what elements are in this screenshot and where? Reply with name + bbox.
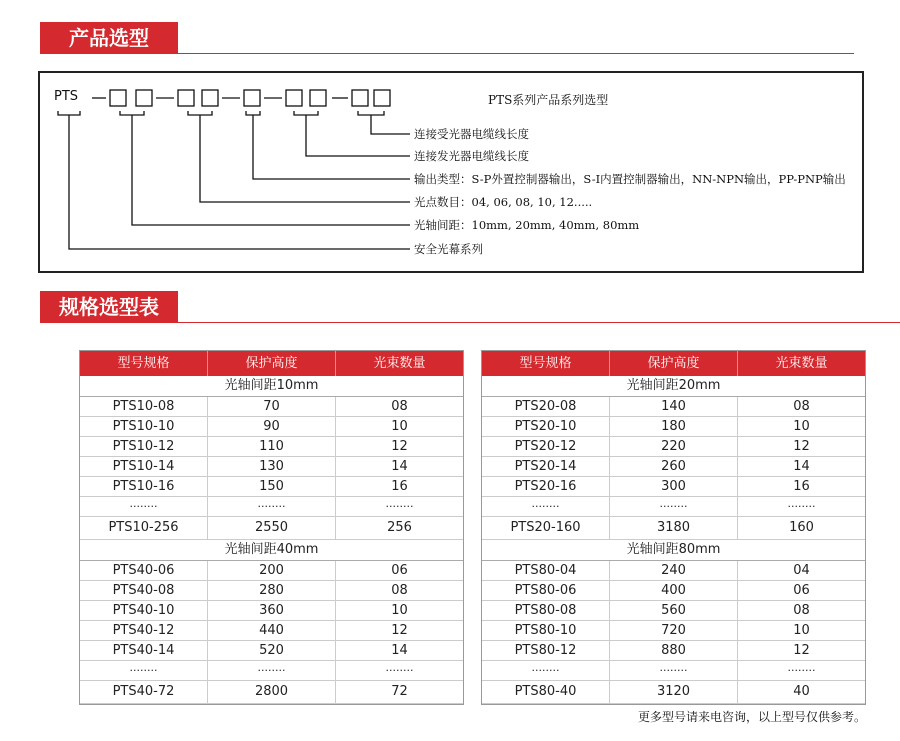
table-cell: 130: [208, 457, 336, 476]
table-cell: 2550: [208, 517, 336, 539]
table-cell: 520: [208, 641, 336, 660]
table-cell: PTS20-10: [482, 417, 610, 436]
table-cell: 3180: [610, 517, 738, 539]
table-cell: 08: [793, 399, 810, 414]
table-row: [80, 417, 463, 437]
table-row: [80, 517, 463, 540]
table-cell: 16: [391, 479, 408, 494]
table-cell: ........: [482, 661, 610, 680]
table-cell: 12: [793, 643, 810, 658]
group-title: 光轴间距10mm: [80, 376, 463, 397]
table-row: [482, 517, 865, 540]
table-cell: 06: [391, 563, 408, 578]
header-cell: 保护高度: [208, 351, 336, 376]
table-cell: PTS40-06: [80, 561, 208, 580]
group-title: 光轴间距80mm: [482, 540, 865, 561]
table-cell: 70: [208, 397, 336, 416]
table-cell: ........: [208, 661, 336, 680]
table-cell: 110: [208, 437, 336, 456]
table-cell: PTS20-16: [482, 477, 610, 496]
table-cell: PTS20-160: [482, 517, 610, 539]
table-row: [482, 561, 865, 581]
model-prefix: PTS: [54, 89, 79, 104]
table-row: [80, 561, 463, 581]
table-cell: 08: [391, 399, 408, 414]
table-cell: ........: [482, 497, 610, 516]
table-cell: PTS80-08: [482, 601, 610, 620]
table-cell: PTS10-16: [80, 477, 208, 496]
section-divider: [178, 53, 854, 54]
table-row: [482, 601, 865, 621]
table-row: [482, 661, 865, 681]
table-cell: 12: [391, 439, 408, 454]
table-cell: ........: [787, 661, 816, 674]
table-cell: 14: [391, 459, 408, 474]
header-cell: 型号规格: [482, 351, 610, 376]
table-cell: 12: [391, 623, 408, 638]
table-cell: 12: [793, 439, 810, 454]
spec-table-right: [481, 350, 866, 705]
table-cell: PTS40-72: [80, 681, 208, 703]
table-cell: 150: [208, 477, 336, 496]
footnote: 更多型号请来电咨询，以上型号仅供参考。: [637, 710, 866, 724]
model-selection-box: [38, 71, 864, 273]
table-cell: PTS20-14: [482, 457, 610, 476]
group-title: 光轴间距20mm: [482, 376, 865, 397]
table-cell: PTS80-12: [482, 641, 610, 660]
table-row: [80, 457, 463, 477]
table-cell: 08: [391, 583, 408, 598]
table-cell: ........: [80, 497, 208, 516]
table-cell: 280: [208, 581, 336, 600]
table-row: [482, 641, 865, 661]
table-row: [80, 581, 463, 601]
table-cell: 440: [208, 621, 336, 640]
table-cell: 14: [391, 643, 408, 658]
table-cell: ........: [80, 661, 208, 680]
section-title-spec-table: 规格选型表: [40, 291, 178, 323]
series-title: PTS系列产品系列选型: [488, 93, 609, 107]
table-cell: 3120: [610, 681, 738, 703]
table-row: [80, 437, 463, 457]
table-cell: PTS10-12: [80, 437, 208, 456]
table-row: [482, 497, 865, 517]
table-cell: 560: [610, 601, 738, 620]
table-row: [80, 641, 463, 661]
table-row: [482, 477, 865, 497]
table-cell: 720: [610, 621, 738, 640]
table-cell: PTS10-256: [80, 517, 208, 539]
table-row: [80, 661, 463, 681]
table-row: [482, 397, 865, 417]
header-cell: 保护高度: [610, 351, 738, 376]
table-cell: 256: [387, 520, 412, 535]
table-cell: 260: [610, 457, 738, 476]
table-cell: 200: [208, 561, 336, 580]
desc-series: 安全光幕系列: [414, 242, 483, 256]
table-cell: 10: [391, 603, 408, 618]
table-row: [482, 437, 865, 457]
table-cell: PTS40-14: [80, 641, 208, 660]
header-cell: 光束数量: [373, 356, 426, 371]
table-cell: ........: [787, 497, 816, 510]
table-row: [482, 417, 865, 437]
table-cell: 10: [391, 419, 408, 434]
table-row: [482, 581, 865, 601]
table-cell: 360: [208, 601, 336, 620]
table-cell: PTS80-04: [482, 561, 610, 580]
table-row: [482, 457, 865, 477]
spec-table-left: [79, 350, 464, 705]
table-cell: 10: [793, 419, 810, 434]
table-cell: 16: [793, 479, 810, 494]
table-row: [482, 621, 865, 641]
table-cell: PTS80-06: [482, 581, 610, 600]
desc-output-type: 输出类型：S-P外置控制器输出，S-I内置控制器输出，NN-NPN输出，PP-PNP输出: [414, 172, 846, 186]
section-title-product-selection: 产品选型: [40, 22, 178, 54]
table-cell: PTS80-40: [482, 681, 610, 703]
table-cell: PTS40-12: [80, 621, 208, 640]
table-cell: 2800: [208, 681, 336, 703]
table-cell: PTS10-10: [80, 417, 208, 436]
section-divider: [178, 322, 900, 323]
table-cell: PTS40-10: [80, 601, 208, 620]
table-row: [80, 621, 463, 641]
desc-beam-count: 光点数目：04, 06, 08, 10, 12.....: [414, 195, 593, 209]
table-cell: ........: [385, 661, 414, 674]
table-cell: 40: [793, 684, 810, 699]
table-cell: 160: [789, 520, 814, 535]
table-header: [80, 351, 463, 376]
table-cell: 400: [610, 581, 738, 600]
table-cell: 300: [610, 477, 738, 496]
table-header: [482, 351, 865, 376]
table-cell: 240: [610, 561, 738, 580]
table-cell: 220: [610, 437, 738, 456]
table-row: [80, 601, 463, 621]
table-row: [80, 681, 463, 704]
table-cell: ........: [610, 661, 738, 680]
table-cell: 14: [793, 459, 810, 474]
table-cell: 04: [793, 563, 810, 578]
header-cell: 光束数量: [775, 356, 828, 371]
table-row: [80, 497, 463, 517]
table-cell: ........: [385, 497, 414, 510]
table-cell: PTS40-08: [80, 581, 208, 600]
table-row: [482, 681, 865, 704]
table-cell: PTS10-14: [80, 457, 208, 476]
desc-receiver-cable: 连接受光器电缆线长度: [414, 127, 529, 141]
group-title: 光轴间距40mm: [80, 540, 463, 561]
table-cell: ........: [610, 497, 738, 516]
table-cell: PTS20-12: [482, 437, 610, 456]
table-cell: 08: [793, 603, 810, 618]
table-cell: 180: [610, 417, 738, 436]
table-cell: 880: [610, 641, 738, 660]
table-cell: ........: [208, 497, 336, 516]
table-cell: 06: [793, 583, 810, 598]
table-cell: 90: [208, 417, 336, 436]
table-cell: 72: [391, 684, 408, 699]
table-row: [80, 477, 463, 497]
table-row: [80, 397, 463, 417]
table-cell: PTS10-08: [80, 397, 208, 416]
header-cell: 型号规格: [80, 351, 208, 376]
table-cell: PTS80-10: [482, 621, 610, 640]
desc-emitter-cable: 连接发光器电缆线长度: [414, 149, 529, 163]
table-cell: 140: [610, 397, 738, 416]
table-cell: 10: [793, 623, 810, 638]
table-cell: PTS20-08: [482, 397, 610, 416]
desc-beam-pitch: 光轴间距：10mm, 20mm, 40mm, 80mm: [414, 218, 640, 232]
